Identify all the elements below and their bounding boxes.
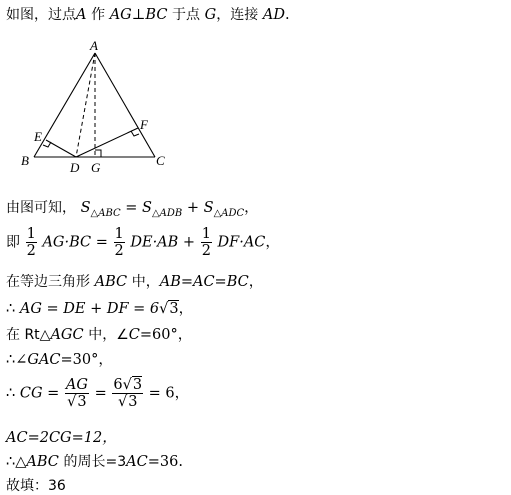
l3-d: AB=AC=BC [159,274,249,290]
right-angle-g [95,150,101,157]
fraction-6sqrt3-over-sqrt3: $\frac{6√3}{√3}$ [113,377,143,410]
problem-zuo: 作 [91,7,106,23]
l3-c: 中， [131,274,160,290]
side-ac [95,53,155,157]
problem-intro: 如图，过点 [6,7,76,23]
problem-yu: 于点 [172,7,201,23]
l9-e: =36. [147,454,183,470]
l5-c: 中，∠ [88,327,129,343]
label-d: D [70,160,80,175]
problem-line [6,4,290,24]
l9-d: AC [126,454,148,470]
label-c: C [156,153,165,168]
term-ag-bc: AG·BC [42,234,92,251]
l3-b: ABC [94,274,128,290]
s-symbol: S [80,200,91,216]
l6-c: =30°， [60,352,113,368]
l2-eq: = [95,234,108,251]
fraction-half: $\frac{1}{2}$ [26,226,36,259]
label-a: A [90,38,98,53]
problem-connect: ，连接 [216,7,259,23]
term-df-ac: DF·AC [217,234,266,251]
solution-line-7 [6,377,189,410]
solution-line-2 [6,226,280,259]
label-g: G [91,160,101,175]
s-symbol: S [203,200,214,216]
l7-eq: = [94,385,107,402]
l7-a: ∴ [6,385,16,402]
l9-a: ∴△ [6,454,27,470]
sqrt-3: 3 [169,301,179,317]
sub-abc: △ABC [90,208,121,219]
term-de-ab: DE·AB [130,234,179,251]
solution-line-9 [6,451,183,471]
l7-c: = 6， [148,385,190,402]
l1-plus: + [186,200,200,216]
solution-line-5 [6,323,192,344]
l2-plus: + [182,234,196,251]
l5-e: =60°， [139,327,193,343]
therefore-symbol: ∴ [6,301,16,317]
l9-c: 的周长=3 [63,454,127,470]
solution-line-10 [6,475,66,495]
fraction-half: $\frac{1}{2}$ [114,226,124,259]
l5-a: 在 Rt△ [6,327,51,343]
label-f: F [140,117,148,132]
l6-b: GAC [27,352,61,368]
l4-end: ， [178,301,194,317]
triangle-figure [20,36,180,176]
sqrt-sign: √ [159,301,169,317]
l1-end: ， [244,200,259,216]
solution-line-3 [6,270,263,291]
segment-ad: AD [262,7,285,23]
perp-statement: AG⊥BC [109,7,168,23]
l4-b: AG = DE + DF = 6 [19,301,160,317]
segment-df [76,128,138,157]
l2-prefix: 即 [6,234,20,251]
l3-end: ， [248,274,264,290]
solution-line-8 [6,426,117,447]
label-e: E [34,129,42,144]
l8: AC=2CG=12， [6,430,117,446]
l2-end: ， [265,234,280,251]
fraction-ag-over-sqrt3: $\frac{AG}{√3}$ [65,377,88,410]
l5-b: AGC [50,327,84,343]
fraction-half: $\frac{1}{2}$ [201,226,211,259]
solution-line-6 [6,348,113,369]
solution-line-4 [6,297,193,318]
l1-prefix: 由图可知， [6,200,76,216]
solution-line-1 [6,196,259,219]
sub-adc: △ADC [213,208,245,219]
l6-a: ∴∠ [6,352,28,368]
l7-b: CG = [19,385,60,402]
problem-period: . [284,7,290,23]
l3-a: 在等边三角形 [6,274,90,290]
label-b: B [21,153,29,168]
point-g: G [204,7,217,23]
s-symbol: S [142,200,152,216]
l1-eq: = [125,200,138,216]
point-a: A [76,7,87,23]
l5-d: C [128,327,140,343]
answer-line: 故填：36 [6,478,66,494]
sub-adb: △ADB [151,208,183,219]
l9-b: ABC [26,454,59,470]
right-angle-f [131,131,139,136]
